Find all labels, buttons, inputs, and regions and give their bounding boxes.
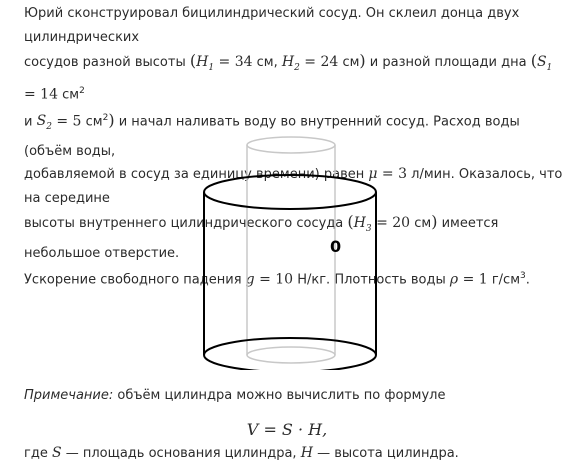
period: . <box>525 272 530 288</box>
volume-formula <box>0 420 574 439</box>
math-H2: $H_2$ <box>281 54 300 73</box>
math-H3: $H_3$ <box>353 215 372 235</box>
text: Н/кг. Плотность воды <box>297 272 446 288</box>
math-value: = 14 <box>24 86 58 103</box>
math-S2: $S_2$ <box>36 113 52 133</box>
math-H: H <box>300 445 313 461</box>
text: высоты внутреннего цилиндрического сосуда <box>24 216 344 232</box>
text: — площадь основания цилиндра, <box>65 446 297 461</box>
paren: ) <box>431 212 438 232</box>
math-H1: $H_1$ <box>196 54 215 73</box>
text: Юрий сконструировал бицилиндрический сосуд. Он склеил донца двух цилиндрических <box>24 6 520 45</box>
formula-text: V = S · H, <box>246 420 328 439</box>
hole-marker: 0 <box>330 237 342 256</box>
superscript: 2 <box>79 86 85 97</box>
unit: см <box>62 87 80 103</box>
text: добавляемой в сосуд за единицу времени) равен <box>24 167 365 183</box>
math-S: S <box>51 445 62 461</box>
text: сосудов разной высоты <box>24 55 186 70</box>
math-g: g <box>245 271 255 288</box>
text: Ускорение свободного падения <box>24 272 242 288</box>
inner-cylinder <box>247 137 335 363</box>
paren: ( <box>530 51 537 70</box>
unit: см <box>85 114 103 130</box>
math-value: = 34 <box>214 54 253 70</box>
line-2 <box>24 49 564 107</box>
math-value: = 5 <box>51 113 82 130</box>
text: где <box>24 446 48 461</box>
math-value: = 1 <box>458 271 488 288</box>
line-1 <box>24 2 564 49</box>
paren: ) <box>359 51 366 70</box>
text: и <box>24 114 33 130</box>
math-S1: $S_1$ <box>536 54 553 73</box>
note <box>24 386 446 406</box>
text: и начал наливать воду во внутренний сосуд. Расход воды (объём воды, <box>24 114 520 159</box>
unit: см <box>414 216 432 232</box>
outer-bottom-ellipse <box>204 338 376 370</box>
math-value: = 3 <box>377 166 408 183</box>
unit: см <box>342 55 360 70</box>
inner-top-ellipse <box>247 137 335 153</box>
text: и разной площади дна <box>369 55 527 70</box>
superscript: 2 <box>102 113 109 124</box>
bicylinder-figure <box>190 135 390 370</box>
where-text <box>24 443 459 464</box>
text: — высота цилиндра. <box>317 446 459 461</box>
outer-top-ellipse <box>204 175 376 209</box>
unit: г/см <box>491 272 521 288</box>
superscript: 3 <box>520 271 526 282</box>
paren: ( <box>189 51 197 70</box>
outer-cylinder <box>204 175 376 370</box>
text: л/мин. Оказалось, что на середине <box>24 167 563 206</box>
note-text: объём цилиндра можно вычислить по формуле <box>117 388 446 403</box>
inner-bottom-ellipse <box>247 347 335 363</box>
math-value: = 24 <box>299 54 339 70</box>
text: имеется небольшое отверстие. <box>24 216 499 261</box>
math-value: = 10 <box>254 271 294 288</box>
paren: ( <box>347 212 354 232</box>
unit: см, <box>256 55 278 70</box>
math-mu: μ <box>368 166 378 183</box>
paren: ) <box>108 110 115 130</box>
note-label: Примечание: <box>24 388 114 403</box>
math-value: = 20 <box>371 215 411 232</box>
math-rho: ρ <box>449 271 459 288</box>
